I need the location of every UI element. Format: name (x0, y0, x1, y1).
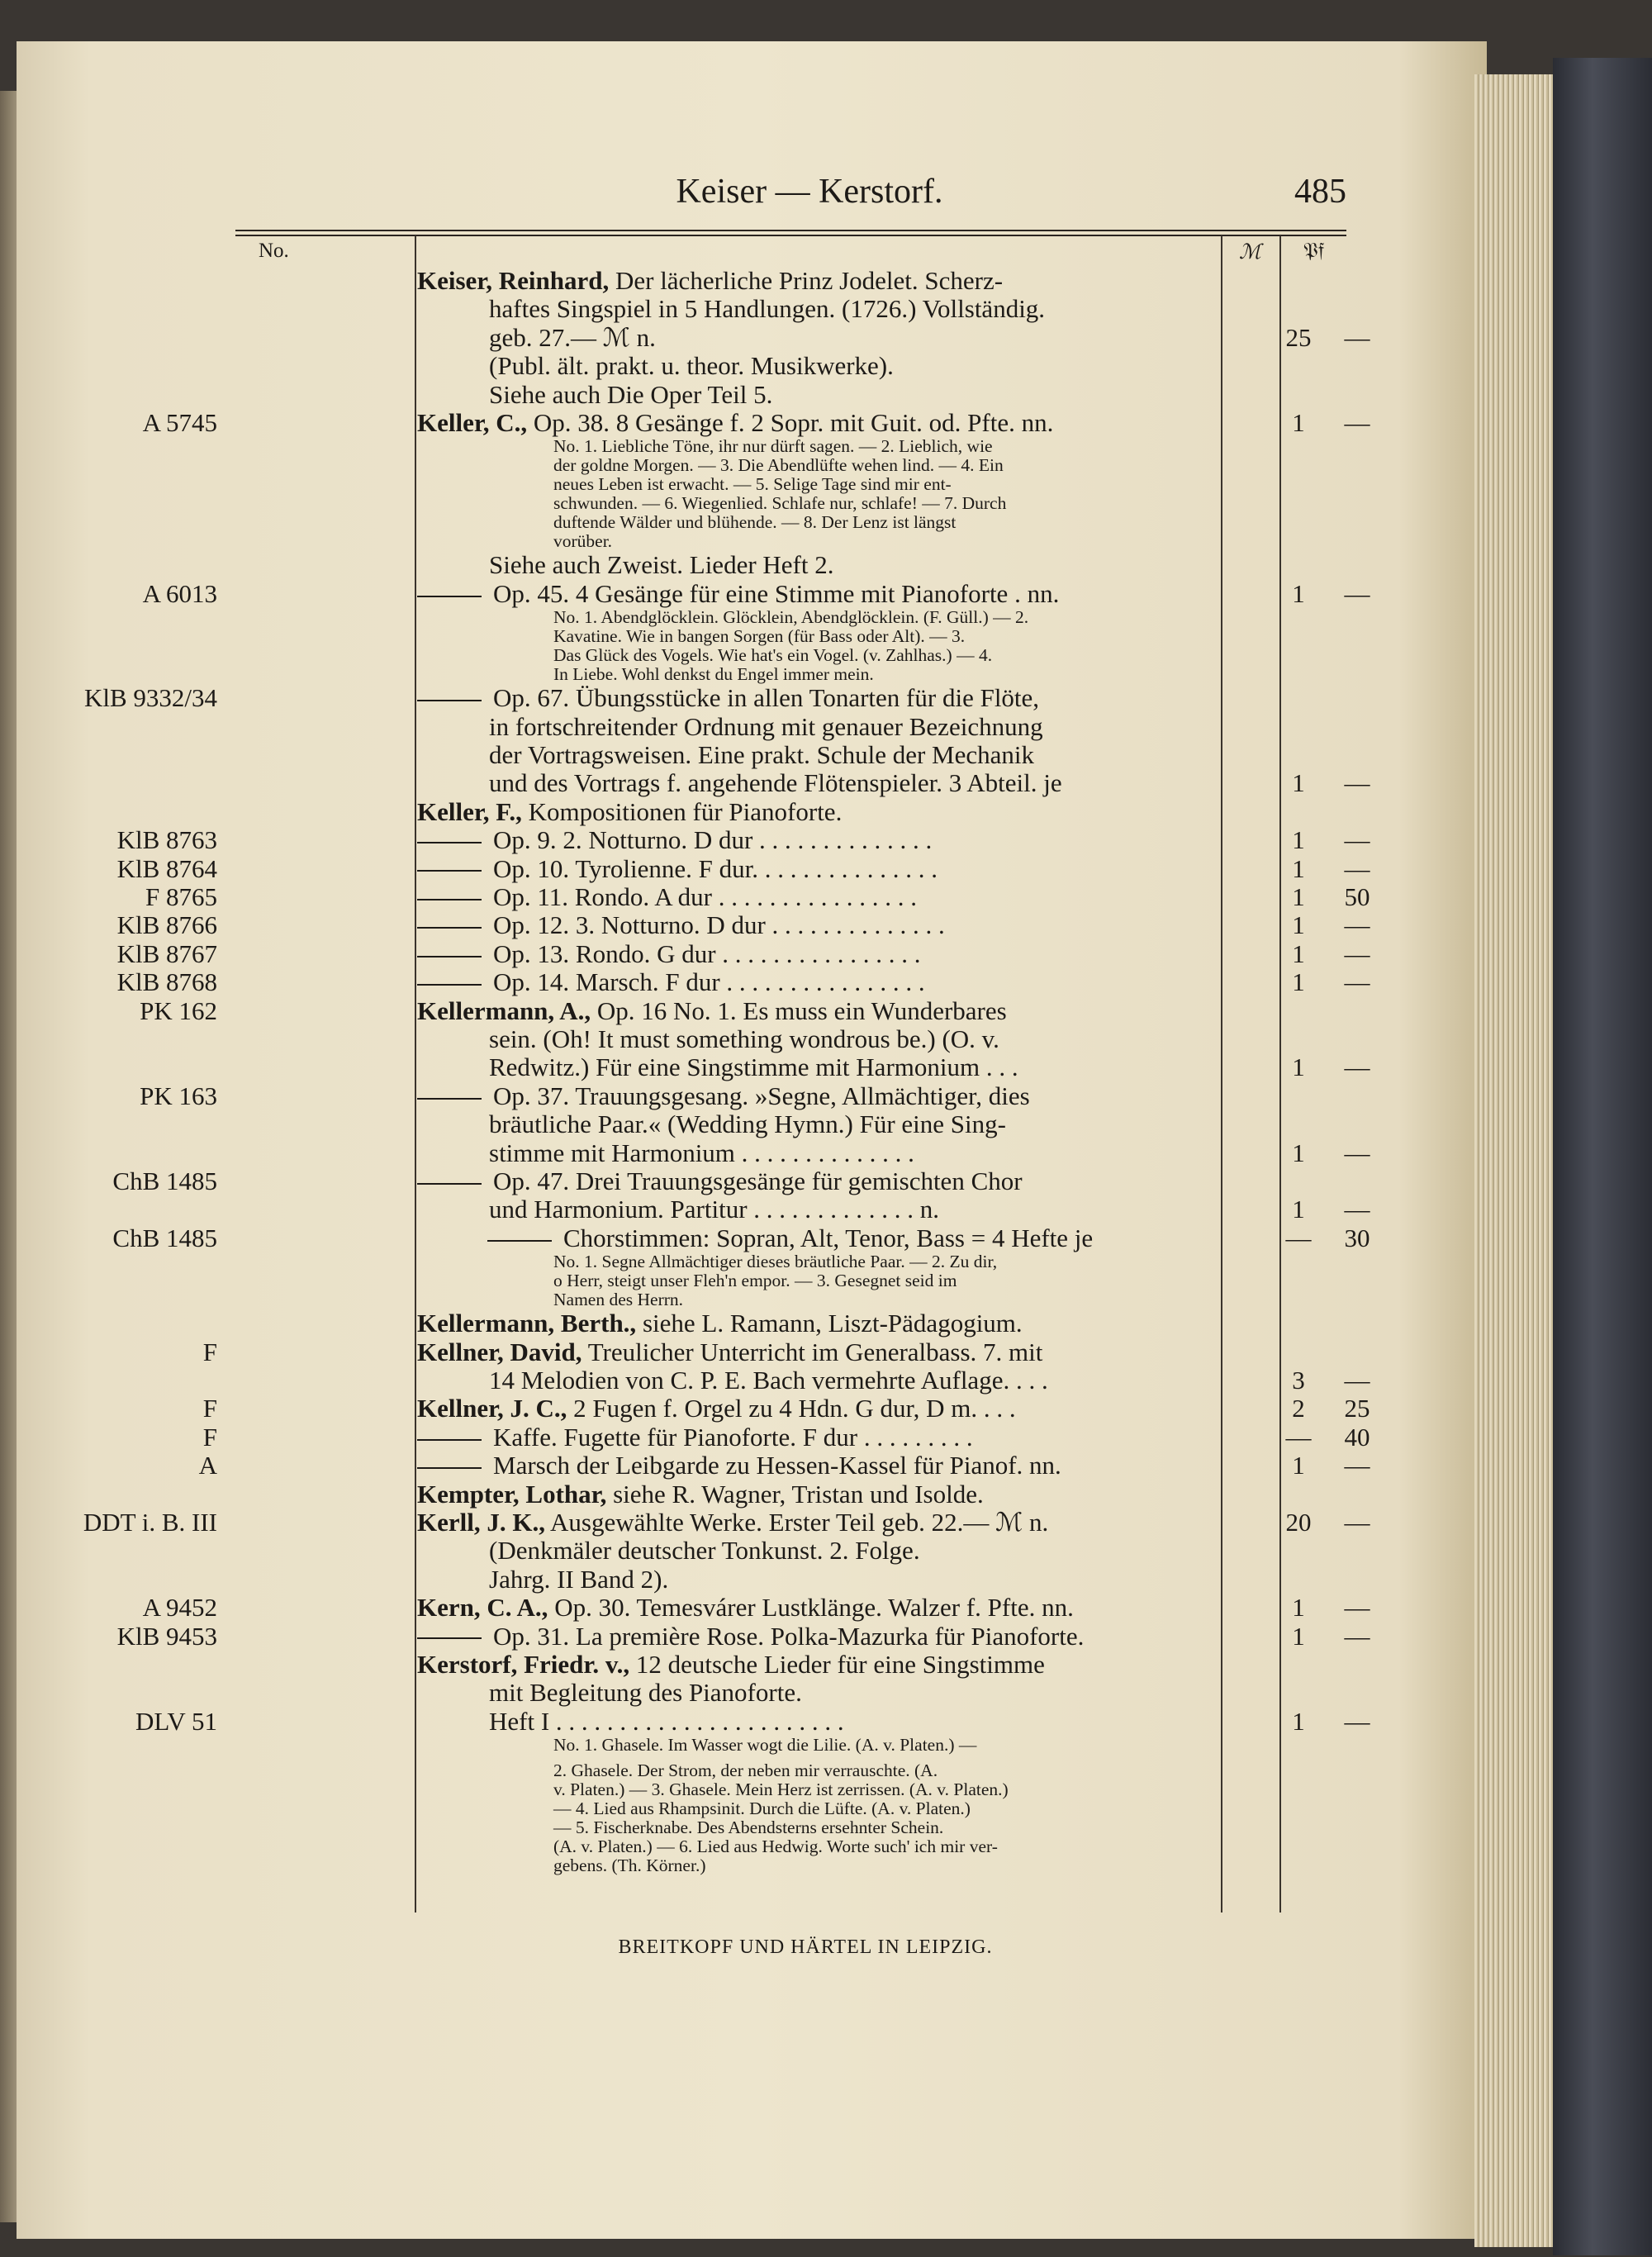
entry-text (417, 1338, 1042, 1367)
column-header-pf: 𝔓𝔣 (1303, 240, 1325, 262)
catalog-number: F (202, 1394, 217, 1423)
contents-note: gebens. (Th. Körner.) (553, 1855, 706, 1876)
entry-continuation: bräutliche Paar.« (Wedding Hymn.) Für eine Sing- (489, 1109, 1006, 1139)
ditto-dash (417, 700, 482, 701)
entry-continuation: (Publ. ält. prakt. u. theor. Musikwerke). (489, 351, 894, 381)
header-rule-lower (235, 235, 1346, 236)
ditto-dash (417, 1439, 482, 1441)
catalog-number: A 9452 (142, 1593, 217, 1623)
ditto-dash (417, 1637, 482, 1639)
composer-name: Keller, F., (417, 796, 522, 826)
contents-note: No. 1. Abendglöcklein. Glöcklein, Abendglöcklein. (F. Güll.) — 2. (553, 607, 1029, 628)
ditto-dash (417, 1467, 482, 1469)
catalog-number: KlB 9332/34 (83, 683, 217, 713)
entry-continuation: geb. 27.— ℳ n. (489, 322, 656, 352)
price-pfennig: — (1344, 1593, 1370, 1623)
price-pfennig: — (1344, 1195, 1370, 1224)
entry-text (417, 1480, 984, 1509)
composer-name: Keller, C., (417, 408, 528, 437)
price-mark: 1 (1292, 938, 1305, 968)
contents-note: vorüber. (553, 531, 613, 552)
entry-continuation: der Vortragsweisen. Eine prakt. Schule der Mechanik (489, 740, 1034, 769)
ditto-dash (417, 596, 482, 597)
entry-text (417, 967, 925, 997)
entry-continuation: Heft I . . . . . . . . . . . . . . . . . . . . . . . (489, 1706, 844, 1736)
entry-title: Op. 9. 2. Notturno. D dur . . . . . . . . . . . . . . (493, 825, 933, 855)
price-mark: 1 (1292, 825, 1305, 855)
entry-continuation: Jahrg. II Band 2). (489, 1564, 669, 1594)
publisher-footer: BREITKOPF UND HÄRTEL IN LEIPZIG. (618, 1936, 993, 1958)
entry-title: Ausgewählte Werke. Erster Teil geb. 22.— ℳ n. (544, 1508, 1049, 1537)
price-pfennig: — (1344, 967, 1370, 997)
catalog-number: ChB 1485 (112, 1223, 217, 1252)
entry-title: Op. 12. 3. Notturno. D dur . . . . . . . . . . . . . . (493, 910, 945, 940)
price-pfennig: — (1344, 825, 1370, 855)
catalog-number: DLV 51 (135, 1706, 217, 1736)
entry-continuation: 14 Melodien von C. P. E. Bach vermehrte Auflage. . . . (489, 1366, 1048, 1395)
catalog-number: KlB 8763 (116, 825, 217, 855)
column-divider-mark (1221, 235, 1222, 1913)
entry-text (417, 1167, 1023, 1196)
entry-continuation: Redwitz.) Für eine Singstimme mit Harmonium . . . (489, 1052, 1018, 1082)
entry-continuation: sein. (Oh! It must something wondrous be.) (O. v. (489, 1024, 999, 1053)
catalog-number: KlB 8767 (116, 938, 217, 968)
price-pfennig: — (1344, 853, 1370, 883)
price-pfennig: — (1344, 1508, 1370, 1537)
column-divider-no (415, 235, 416, 1913)
entry-title: Treulicher Unterricht im Generalbass. 7. mit (582, 1337, 1043, 1366)
contents-note: schwunden. — 6. Wiegenlied. Schlafe nur, schlafe! — 7. Durch (553, 493, 1007, 514)
entry-title: Op. 13. Rondo. G dur . . . . . . . . . . . . . . . . (493, 938, 921, 968)
entry-text (417, 1451, 1061, 1480)
entry-text (417, 939, 921, 969)
price-pfennig: — (1344, 1138, 1370, 1167)
price-mark: 1 (1292, 1195, 1305, 1224)
ditto-dash (417, 1098, 482, 1100)
entry-title: Der lächerliche Prinz Jodelet. Scherz- (609, 266, 1004, 295)
catalog-number: DDT i. B. III (83, 1508, 217, 1537)
entry-text (417, 882, 917, 912)
composer-name: Keiser, Reinhard, (417, 266, 610, 295)
entry-text (487, 1224, 1093, 1253)
price-pfennig: 50 (1344, 882, 1370, 911)
composer-name: Kellermann, Berth., (417, 1309, 637, 1338)
price-mark: — (1285, 1223, 1312, 1252)
entry-text (417, 1650, 1045, 1680)
price-pfennig: — (1344, 1451, 1370, 1480)
contents-note: — 4. Lied aus Rhampsinit. Durch die Lüfte. (A. v. Platen.) (553, 1798, 971, 1819)
entry-text (417, 1508, 1048, 1537)
price-mark: 1 (1292, 578, 1305, 608)
contents-note: — 5. Fischerknabe. Des Abendsterns ersehnter Schein. (553, 1817, 944, 1838)
price-mark: 1 (1292, 1451, 1305, 1480)
catalog-number: F 8765 (145, 882, 217, 911)
entry-text (417, 1394, 1016, 1423)
price-mark: 1 (1292, 882, 1305, 911)
entry-text (417, 910, 945, 940)
price-pfennig: 40 (1344, 1422, 1370, 1452)
contents-note: Kavatine. Wie in bangen Sorgen (für Bass oder Alt). — 3. (553, 626, 966, 647)
ditto-dash (487, 1240, 552, 1242)
composer-name: Kellermann, A., (417, 995, 591, 1025)
entry-title: siehe L. Ramann, Liszt-Pädagogium. (636, 1309, 1023, 1338)
entry-text (417, 797, 842, 827)
entry-title: Op. 38. 8 Gesänge f. 2 Sopr. mit Guit. od. Pfte. nn. (527, 408, 1054, 437)
entry-title: Chorstimmen: Sopran, Alt, Tenor, Bass = 4 Hefte je (563, 1223, 1094, 1252)
catalog-number: KlB 9453 (116, 1621, 217, 1651)
price-mark: 25 (1285, 322, 1312, 352)
entry-title: Op. 37. Trauungsgesang. »Segne, Allmächtiger, dies (493, 1081, 1030, 1110)
entry-continuation: stimme mit Harmonium . . . . . . . . . . . . . . (489, 1138, 914, 1167)
entry-continuation: (Denkmäler deutscher Tonkunst. 2. Folge. (489, 1536, 920, 1566)
entry-text (417, 1081, 1030, 1111)
entry-title: Op. 31. La première Rose. Polka-Mazurka für Pianoforte. (493, 1621, 1085, 1651)
price-mark: 1 (1292, 1706, 1305, 1736)
entry-title: 2 Fugen f. Orgel zu 4 Hdn. G dur, D m. . . . (567, 1394, 1016, 1423)
catalog-number: A (198, 1451, 217, 1480)
contents-note: (A. v. Platen.) — 6. Lied aus Hedwig. Worte such' ich mir ver- (553, 1836, 998, 1857)
contents-note: neues Leben ist erwacht. — 5. Selige Tage sind mir ent- (553, 474, 952, 495)
entry-continuation: und des Vortrags f. angehende Flötenspieler. 3 Abteil. je (489, 768, 1062, 798)
contents-note: Namen des Herrn. (553, 1290, 684, 1310)
entry-title: Op. 14. Marsch. F dur . . . . . . . . . . . . . . . . (493, 967, 925, 997)
composer-name: Kerstorf, Friedr. v., (417, 1650, 630, 1679)
entry-continuation: haftes Singspiel in 5 Handlungen. (1726.) Vollständig. (489, 294, 1046, 324)
price-mark: 1 (1292, 967, 1305, 997)
catalog-number: KlB 8766 (116, 910, 217, 940)
contents-note: v. Platen.) — 3. Ghasele. Mein Herz ist zerrissen. (A. v. Platen.) (553, 1779, 1009, 1800)
price-pfennig: 30 (1344, 1223, 1370, 1252)
contents-note: der goldne Morgen. — 3. Die Abendlüfte wehen lind. — 4. Ein (553, 455, 1004, 476)
price-mark: 1 (1292, 853, 1305, 883)
ditto-dash (417, 870, 482, 872)
contents-note: In Liebe. Wohl denkst du Engel immer mein. (553, 664, 874, 685)
entry-title: Op. 45. 4 Gesänge für eine Stimme mit Pianoforte . nn. (493, 578, 1060, 608)
contents-note: No. 1. Segne Allmächtiger dieses bräutliche Paar. — 2. Zu dir, (553, 1252, 998, 1272)
entry-text (417, 408, 1053, 438)
catalog-number: PK 163 (140, 1081, 217, 1110)
price-pfennig: — (1344, 1621, 1370, 1651)
price-mark: 2 (1292, 1394, 1305, 1423)
price-pfennig: — (1344, 910, 1370, 940)
entry-text (417, 579, 1059, 609)
column-header-no: No. (259, 240, 289, 262)
entry-title: siehe R. Wagner, Tristan und Isolde. (606, 1479, 984, 1509)
entry-title: Op. 47. Drei Trauungsgesänge für gemischten Chor (493, 1167, 1023, 1195)
price-pfennig: — (1344, 1052, 1370, 1082)
composer-name: Kerll, J. K., (417, 1508, 545, 1537)
price-pfennig: — (1344, 408, 1370, 437)
contents-note: o Herr, steigt unser Fleh'n empor. — 3. Gesegnet seid im (553, 1271, 957, 1291)
entry-continuation: in fortschreitender Ordnung mit genauer Bezeichnung (489, 711, 1043, 741)
ditto-dash (417, 899, 482, 900)
entry-title: Op. 16 No. 1. Es muss ein Wunderbares (591, 995, 1007, 1025)
ditto-dash (417, 984, 482, 986)
price-pfennig: — (1344, 1706, 1370, 1736)
catalog-number: PK 162 (140, 995, 217, 1025)
price-mark: — (1285, 1422, 1312, 1452)
entry-text (417, 1423, 973, 1452)
price-mark: 1 (1292, 408, 1305, 437)
entry-title: Kaffe. Fugette für Pianoforte. F dur . . . . . . . . . (493, 1422, 973, 1452)
price-pfennig: — (1344, 938, 1370, 968)
price-mark: 1 (1292, 1621, 1305, 1651)
book-cover (1553, 58, 1652, 2255)
entry-text (417, 266, 1003, 296)
contents-note: 2. Ghasele. Der Strom, der neben mir verrauschte. (A. (553, 1760, 938, 1781)
ditto-dash (417, 956, 482, 957)
ditto-dash (417, 842, 482, 843)
contents-note: Das Glück des Vogels. Wie hat's ein Vogel. (v. Zahlhas.) — 4. (553, 645, 993, 666)
composer-name: Kern, C. A., (417, 1593, 548, 1623)
ditto-dash (417, 927, 482, 929)
price-mark: 1 (1292, 1138, 1305, 1167)
price-mark: 3 (1292, 1366, 1305, 1395)
price-pfennig: 25 (1344, 1394, 1370, 1423)
header-rule (235, 230, 1346, 231)
entry-title: Op. 10. Tyrolienne. F dur. . . . . . . . . . . . . . . (493, 853, 938, 883)
entry-text (417, 1622, 1084, 1651)
entry-continuation: und Harmonium. Partitur . . . . . . . . . . . . . n. (489, 1195, 940, 1224)
price-pfennig: — (1344, 322, 1370, 352)
entry-title: Op. 11. Rondo. A dur . . . . . . . . . . . . . . . . (493, 882, 917, 911)
price-pfennig: — (1344, 768, 1370, 798)
entry-text (417, 1309, 1023, 1338)
entry-text (417, 683, 1039, 713)
composer-name: Kempter, Lothar, (417, 1479, 607, 1509)
entry-continuation: Siehe auch Zweist. Lieder Heft 2. (489, 550, 834, 580)
catalog-number: ChB 1485 (112, 1167, 217, 1195)
running-header: Keiser — Kerstorf. (676, 173, 943, 211)
entry-text (417, 854, 938, 884)
price-pfennig: — (1344, 578, 1370, 608)
entry-continuation: mit Begleitung des Pianoforte. (489, 1678, 802, 1708)
catalog-number: F (202, 1422, 217, 1452)
price-mark: 1 (1292, 1052, 1305, 1082)
entry-title: Marsch der Leibgarde zu Hessen-Kassel für Pianof. nn. (493, 1451, 1061, 1480)
entry-title: Op. 30. Temesvárer Lustklänge. Walzer f. Pfte. nn. (548, 1593, 1074, 1623)
entry-title: 12 deutsche Lieder für eine Singstimme (629, 1650, 1045, 1679)
entry-title: Op. 67. Übungsstücke in allen Tonarten für die Flöte, (493, 683, 1040, 713)
catalog-number: A 6013 (142, 578, 217, 608)
catalog-number: KlB 8764 (116, 853, 217, 883)
ditto-dash (417, 1183, 482, 1185)
price-mark: 1 (1292, 768, 1305, 798)
composer-name: Kellner, David, (417, 1337, 582, 1366)
entry-text (417, 825, 932, 855)
price-pfennig: — (1344, 1366, 1370, 1395)
entry-text (417, 996, 1007, 1026)
price-mark: 1 (1292, 1593, 1305, 1623)
contents-note: No. 1. Ghasele. Im Wasser wogt die Lilie. (A. v. Platen.) — (553, 1735, 977, 1756)
contents-note: No. 1. Liebliche Töne, ihr nur dürft sagen. — 2. Lieblich, wie (553, 436, 993, 457)
catalog-number: KlB 8768 (116, 967, 217, 997)
entry-title: Kompositionen für Pianoforte. (521, 796, 843, 826)
entry-text (417, 1593, 1074, 1623)
entry-continuation: Siehe auch Die Oper Teil 5. (489, 379, 773, 409)
catalog-number: A 5745 (142, 408, 217, 437)
catalog-number: F (202, 1337, 217, 1366)
page-edges (1474, 74, 1565, 2247)
composer-name: Kellner, J. C., (417, 1394, 567, 1423)
contents-note: duftende Wälder und blühende. — 8. Der Lenz ist längst (553, 512, 957, 533)
price-mark: 20 (1285, 1508, 1312, 1537)
price-mark: 1 (1292, 910, 1305, 940)
column-header-mark: ℳ (1239, 241, 1261, 264)
page-number: 485 (1294, 173, 1346, 211)
